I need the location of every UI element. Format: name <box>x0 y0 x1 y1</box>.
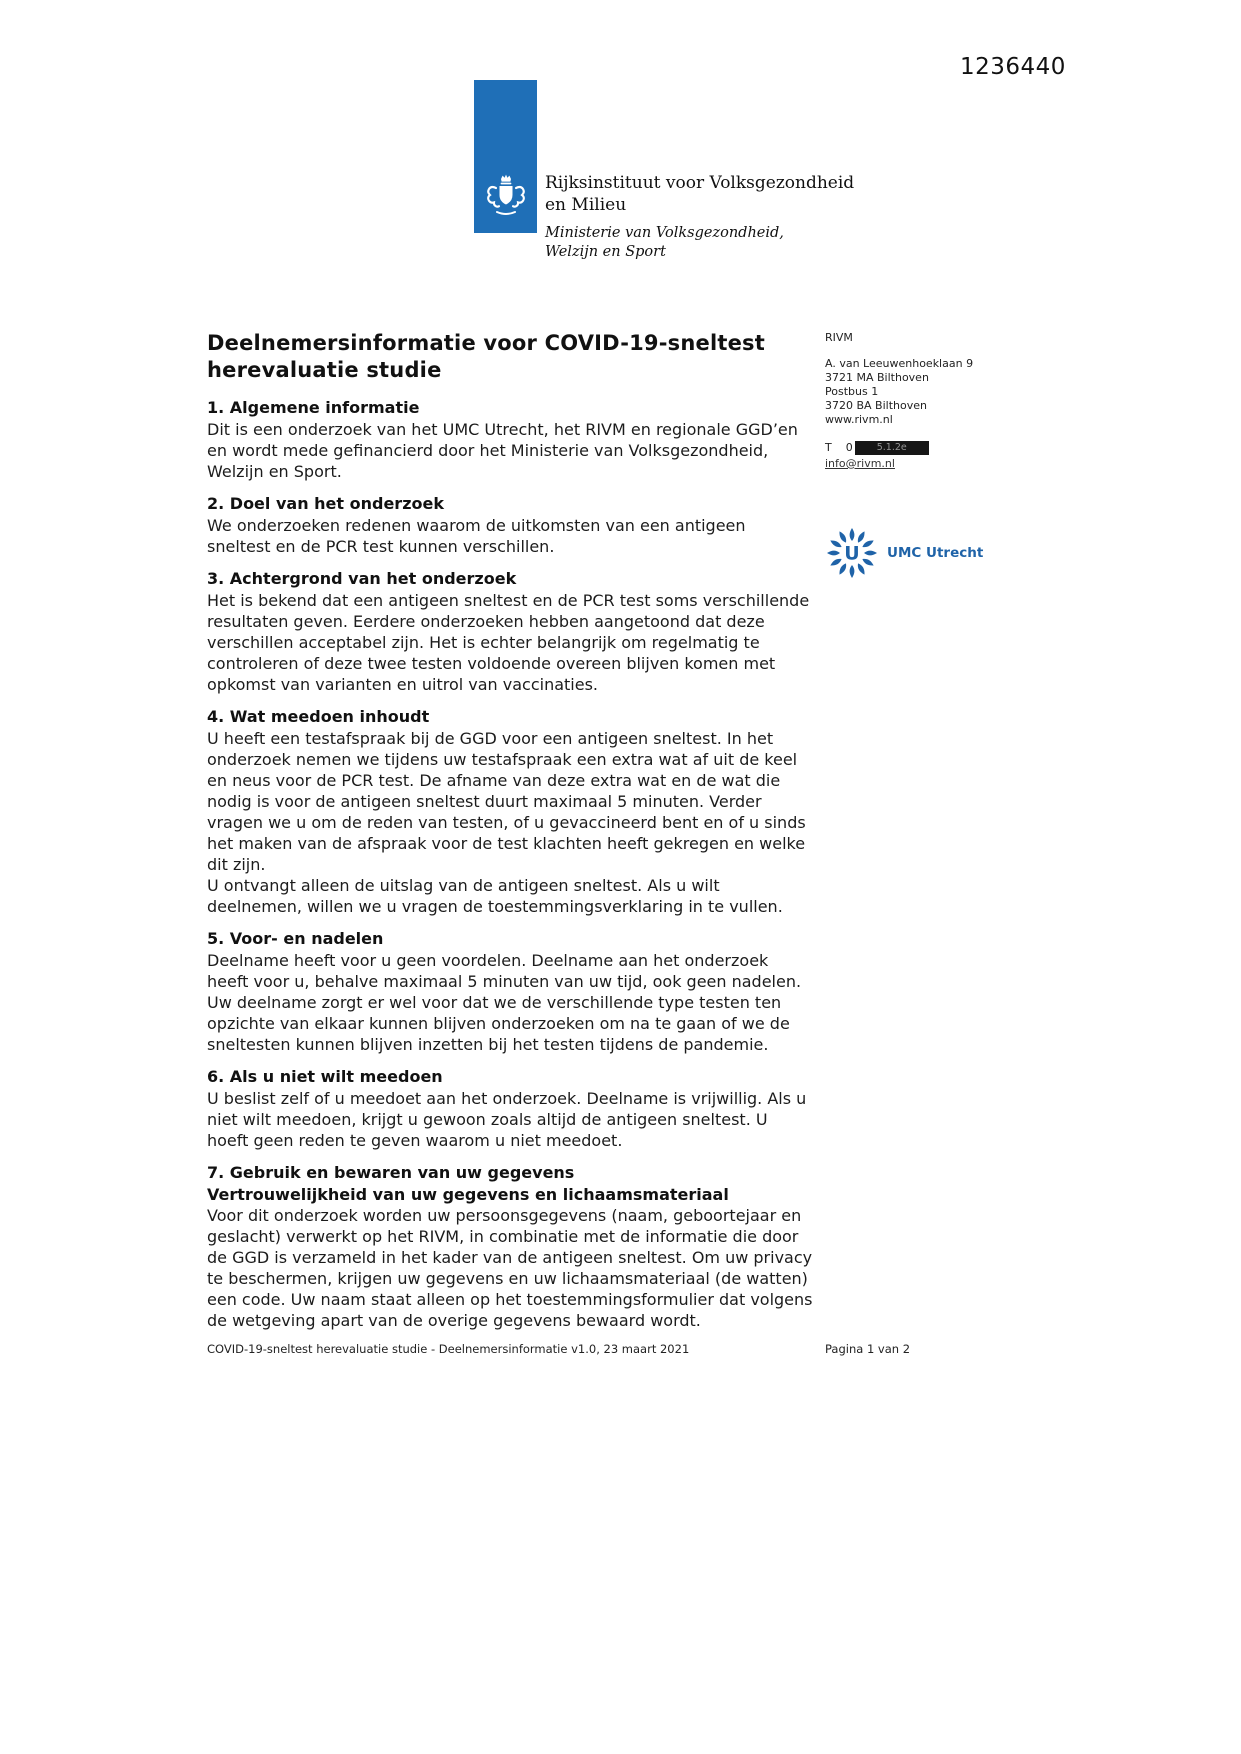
address-line: A. van Leeuwenhoeklaan 9 <box>825 357 974 370</box>
footer-page-number: Pagina 1 van 2 <box>825 1342 911 1356</box>
email-link[interactable]: info@rivm.nl <box>825 457 895 470</box>
ministry-line2: Welzijn en Sport <box>545 244 666 260</box>
phone-row <box>825 441 1000 455</box>
coat-of-arms-icon <box>485 173 527 221</box>
section-heading: 5. Voor- en nadelen <box>207 929 384 948</box>
paragraph: Dit is een onderzoek van het UMC Utrecht, het RIVM en regionale GGD’en en wordt mede gefinancierd door het Ministerie van Volksgezondheid, Welzijn en Sport. <box>207 420 798 481</box>
section-heading: 4. Wat meedoen inhoudt <box>207 707 430 726</box>
section-niet-meedoen <box>207 1066 813 1151</box>
phone-label: T <box>825 441 832 454</box>
letterhead-text <box>545 172 854 262</box>
redaction-box <box>855 441 929 455</box>
ministry-line1: Ministerie van Volksgezondheid, <box>545 225 784 241</box>
umc-utrecht-logo <box>825 526 1000 580</box>
svg-text:U: U <box>844 542 860 565</box>
section-doel <box>207 493 813 557</box>
section-subheading: Vertrouwelijkheid van uw gegevens en lichaamsmateriaal <box>207 1185 729 1204</box>
paragraph: We onderzoeken redenen waarom de uitkomsten van een antigeen sneltest en de PCR test kunnen verschillen. <box>207 516 746 556</box>
section-wat-meedoen-inhoudt <box>207 706 813 917</box>
contact-sidebar <box>825 331 1000 580</box>
section-heading: 7. Gebruik en bewaren van uw gegevens <box>207 1163 575 1182</box>
paragraph: U heeft een testafspraak bij de GGD voor een antigeen sneltest. In het onderzoek nemen we tijdens uw testafspraak een extra wat af uit de keel en neus voor de PCR test. De afname van deze extra wat en de wat die nodig is voor de antigeen sneltest duurt maximaal 5 minuten. Verder vragen we u om de reden van testen, of u gevaccineerd bent en of u sinds het maken van de afspraak voor de test klachten heeft gekregen en welke dit zijn. <box>207 729 806 874</box>
section-voor-en-nadelen <box>207 928 813 1055</box>
paragraph: Voor dit onderzoek worden uw persoonsgegevens (naam, geboortejaar en geslacht) verwerkt op het RIVM, in combinatie met de informatie die door de GGD is verzameld in het kader van de antigeen sneltest. Om uw privacy te beschermen, krijgen uw gegevens en uw lichaamsmateriaal (de watten) een code. Uw naam staat alleen op het toestemmingsformulier dat volgens de wetgeving apart van de overige gegevens bewaard wordt. <box>207 1206 813 1330</box>
section-heading: 2. Doel van het onderzoek <box>207 494 444 513</box>
sidebar-address <box>825 357 1000 427</box>
section-heading: 1. Algemene informatie <box>207 398 420 417</box>
address-line: Postbus 1 <box>825 385 879 398</box>
document-body <box>207 330 813 1331</box>
paragraph: U beslist zelf of u meedoet aan het onderzoek. Deelname is vrijwillig. Als u niet wilt meedoen, krijgt u gewoon zoals altijd de antigeen sneltest. U hoeft geen reden te geven waarom u niet meedoet. <box>207 1089 807 1150</box>
section-algemene-informatie <box>207 397 813 482</box>
sidebar-org: RIVM <box>825 331 853 344</box>
paragraph: Het is bekend dat een antigeen sneltest en de PCR test soms verschillende resultaten geven. Eerdere onderzoeken hebben aangetoond dat deze verschillen acceptabel zijn. Het is echter belangrijk om regelmatig te controleren of deze twee testen voldoende overeen blijven komen met opkomst van varianten en uitrol van vaccinaties. <box>207 591 810 694</box>
address-line: 3720 BA Bilthoven <box>825 399 927 412</box>
umc-sun-icon <box>825 526 879 580</box>
rijksoverheid-logo-bar <box>474 80 537 233</box>
section-heading: 6. Als u niet wilt meedoen <box>207 1067 443 1086</box>
footer-document-info: COVID-19-sneltest herevaluatie studie - Deelnemersinformatie v1.0, 23 maart 2021 <box>207 1342 690 1356</box>
org-name-line2: en Milieu <box>545 195 627 215</box>
redaction-label: 5.1.2e <box>876 442 907 453</box>
page-title: Deelnemersinformatie voor COVID-19-sneltest herevaluatie studie <box>207 331 765 382</box>
address-line: 3721 MA Bilthoven <box>825 371 929 384</box>
umc-label: UMC Utrecht <box>887 545 984 561</box>
document-number: 1236440 <box>960 54 1066 80</box>
section-gebruik-gegevens <box>207 1162 813 1331</box>
phone-partial: 0 <box>845 441 853 454</box>
website-url: www.rivm.nl <box>825 413 893 426</box>
org-name-line1: Rijksinstituut voor Volksgezondheid <box>545 173 855 193</box>
section-heading: 3. Achtergrond van het onderzoek <box>207 569 517 588</box>
section-achtergrond <box>207 568 813 695</box>
paragraph: U ontvangt alleen de uitslag van de antigeen sneltest. Als u wilt deelnemen, willen we u vragen de toestemmingsverklaring in te vullen. <box>207 876 783 916</box>
paragraph: Deelname heeft voor u geen voordelen. Deelname aan het onderzoek heeft voor u, behalve maximaal 5 minuten van uw tijd, ook geen nadelen. Uw deelname zorgt er wel voor dat we de verschillende type testen ten opzichte van elkaar kunnen blijven onderzoeken om na te gaan of we de sneltesten kunnen blijven inzetten bij het testen tijdens de pandemie. <box>207 951 802 1054</box>
